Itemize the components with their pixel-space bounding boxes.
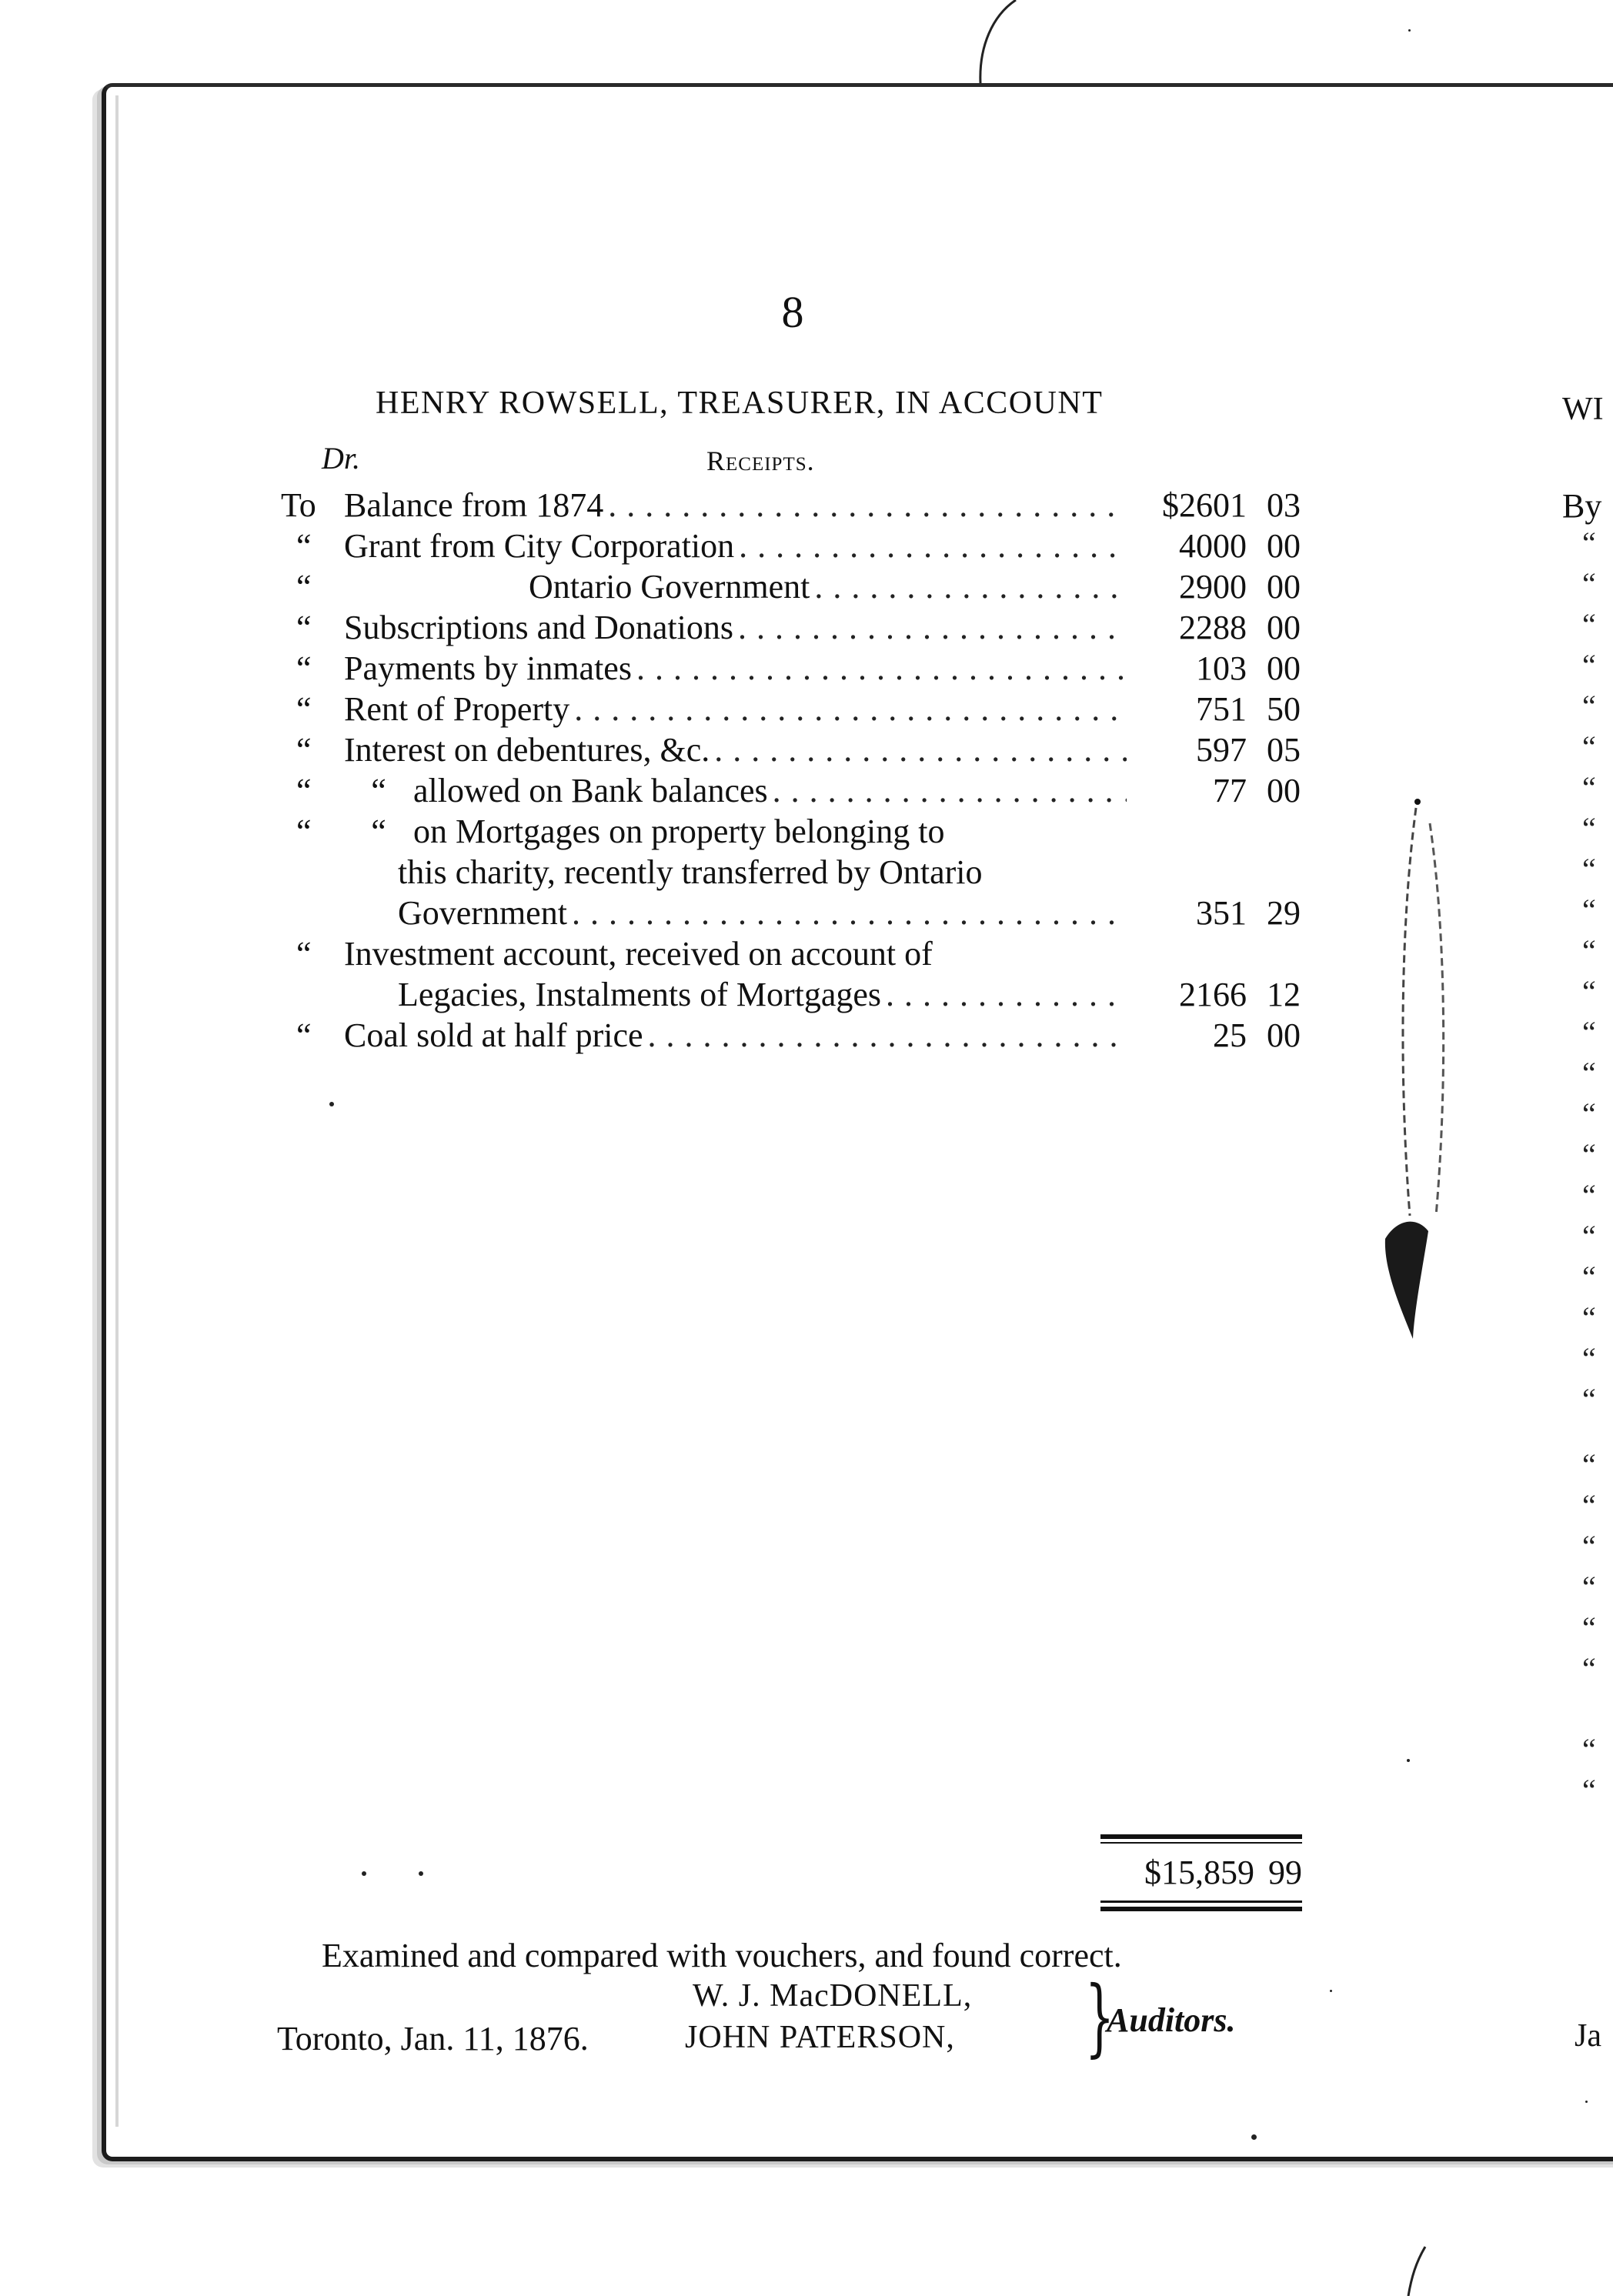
total-amount: [1100, 1853, 1302, 1892]
ditto-mark: “: [371, 813, 386, 850]
ditto-mark: “: [296, 772, 312, 809]
facing-ditto: “: [1582, 526, 1596, 560]
row-cents: 12: [1267, 976, 1301, 1013]
ditto-mark: “: [296, 649, 312, 687]
facing-ditto: “: [1582, 1773, 1596, 1807]
speck: [1408, 29, 1411, 32]
row-prefix: To: [281, 486, 316, 524]
dot-leader: [886, 974, 1127, 1015]
ditto-mark: “: [371, 772, 386, 809]
dot-leader: [648, 1015, 1127, 1056]
speck: [419, 1871, 423, 1876]
row-description: Subscriptions and Donations: [344, 609, 733, 646]
ditto-mark: “: [296, 813, 312, 850]
row-cents: 00: [1267, 772, 1301, 809]
receipts-ledger: [281, 485, 1301, 1056]
receipts-heading: Receipts.: [706, 446, 815, 476]
row-cents: 29: [1267, 894, 1301, 932]
row-dollars: 77: [1213, 772, 1247, 809]
facing-ditto: “: [1582, 1382, 1596, 1417]
ledger-row: [281, 770, 1301, 811]
row-description: Legacies, Instalments of Mortgages: [398, 976, 882, 1013]
facing-ditto: “: [1582, 1651, 1596, 1686]
page-title: HENRY ROWSELL, TREASURER, IN ACCOUNT: [376, 385, 1104, 421]
dot-leader: [738, 607, 1127, 648]
ditto-mark: “: [296, 527, 312, 565]
total-rule-top: [1100, 1834, 1302, 1839]
page-curl-bottom: [1408, 2247, 1425, 2296]
row-description: Rent of Property: [344, 690, 570, 728]
examined-statement: Examined and compared with vouchers, and found correct.: [322, 1937, 1122, 1974]
ledger-row: [281, 852, 1301, 893]
ledger-row: [281, 485, 1301, 526]
ledger-row: [281, 729, 1301, 770]
facing-ditto: “: [1582, 1096, 1596, 1131]
facing-ditto: “: [1582, 1732, 1596, 1767]
speck: [1330, 1990, 1332, 1992]
row-cents: 03: [1267, 486, 1301, 524]
row-dollars: 2288: [1179, 609, 1247, 646]
ledger-row: [281, 566, 1301, 607]
ledger-row: [281, 811, 1301, 852]
facing-page-heading: WI: [1562, 392, 1604, 427]
row-cents: 50: [1267, 690, 1301, 728]
dot-leader: [714, 729, 1127, 770]
row-dollars: 597: [1196, 731, 1247, 769]
row-dollars: 2166: [1179, 976, 1247, 1013]
row-description: Ontario Government: [529, 568, 810, 606]
facing-ditto: “: [1582, 893, 1596, 927]
brace-icon: }: [1084, 1967, 1115, 2066]
speck: [1585, 2101, 1588, 2103]
facing-ditto: “: [1582, 852, 1596, 886]
facing-ditto: “: [1582, 566, 1596, 601]
row-dollars: 351: [1196, 894, 1247, 932]
row-description: allowed on Bank balances: [413, 772, 768, 809]
facing-ditto: “: [1582, 607, 1596, 642]
ditto-mark: “: [296, 731, 312, 769]
ditto-mark: “: [296, 609, 312, 646]
facing-ditto: “: [1582, 1570, 1596, 1604]
auditors-label: Auditors.: [1107, 2001, 1236, 2039]
facing-ditto: “: [1582, 1529, 1596, 1563]
total-dollars: $15,859: [1144, 1854, 1254, 1891]
ditto-mark: “: [296, 1016, 312, 1054]
facing-ditto: “: [1582, 811, 1596, 846]
ledger-row: [281, 648, 1301, 689]
speck: [329, 1102, 334, 1106]
dot-leader: [739, 526, 1127, 566]
row-dollars: 2900: [1179, 568, 1247, 606]
facing-ditto: “: [1582, 1015, 1596, 1050]
facing-ditto: “: [1582, 1300, 1596, 1335]
row-cents: 00: [1267, 609, 1301, 646]
page-edge: [115, 95, 119, 2127]
page-curl-top: [980, 0, 1016, 83]
facing-ditto: “: [1582, 1137, 1596, 1172]
row-description: Balance from 1874: [344, 486, 604, 524]
row-dollars: 751: [1196, 690, 1247, 728]
speck: [1251, 2134, 1257, 2140]
auditor-name: JOHN PATERSON,: [685, 2020, 955, 2055]
row-dollars: 103: [1196, 649, 1247, 687]
facing-ditto: “: [1582, 1488, 1596, 1523]
row-description: Government: [398, 894, 567, 932]
auditor-name: W. J. MacDONELL,: [693, 1978, 973, 2014]
ditto-mark: “: [296, 690, 312, 728]
facing-ditto: “: [1582, 689, 1596, 723]
ledger-row: [281, 933, 1301, 974]
row-description: Interest on debentures, &c.: [344, 731, 710, 769]
facing-ditto: “: [1582, 1341, 1596, 1376]
facing-ditto: “: [1582, 1610, 1596, 1645]
row-dollars: 4000: [1179, 527, 1247, 565]
dot-leader: [636, 648, 1127, 689]
facing-ditto: “: [1582, 974, 1596, 1009]
row-dollars: 25: [1213, 1016, 1247, 1054]
row-cents: 00: [1267, 527, 1301, 565]
speck: [362, 1871, 366, 1876]
facing-ditto: “: [1582, 933, 1596, 968]
facing-ditto: “: [1582, 729, 1596, 764]
ditto-mark: “: [296, 568, 312, 606]
facing-ditto: “: [1582, 1260, 1596, 1294]
ledger-row: [281, 689, 1301, 729]
facing-page-date-fragment: Ja: [1575, 2018, 1601, 2054]
dot-leader: [608, 485, 1127, 526]
ledger-row: [281, 1015, 1301, 1056]
row-dollars: $2601: [1162, 486, 1247, 524]
row-description: this charity, recently transferred by Ontario: [398, 853, 983, 891]
row-description: Grant from City Corporation: [344, 527, 735, 565]
total-cents: 99: [1268, 1854, 1302, 1891]
row-description: on Mortgages on property belonging to: [413, 813, 945, 850]
facing-ditto: “: [1582, 648, 1596, 682]
ledger-row: [281, 526, 1301, 566]
page-number: 8: [781, 287, 804, 337]
dot-leader: [773, 770, 1127, 811]
ledger-row: [281, 893, 1301, 933]
dot-leader: [814, 566, 1127, 607]
row-description: Payments by inmates: [344, 649, 632, 687]
ledger-row: [281, 974, 1301, 1015]
row-description: Coal sold at half price: [344, 1016, 643, 1054]
facing-page-by: By: [1562, 487, 1602, 525]
total-rule-top-thin: [1100, 1842, 1302, 1844]
facing-ditto: “: [1582, 1056, 1596, 1090]
row-cents: 00: [1267, 568, 1301, 606]
ledger-row: [281, 607, 1301, 648]
total-rule-bottom: [1100, 1901, 1302, 1903]
total-rule-bottom-thick: [1100, 1907, 1302, 1911]
speck: [1407, 1759, 1410, 1762]
row-cents: 00: [1267, 1016, 1301, 1054]
debit-label: Dr.: [322, 441, 361, 476]
facing-ditto: “: [1582, 770, 1596, 805]
place-date: Toronto, Jan. 11, 1876.: [277, 2020, 589, 2057]
row-description: Investment account, received on account of: [344, 935, 933, 973]
facing-ditto: “: [1582, 1178, 1596, 1213]
dot-leader: [572, 893, 1127, 933]
dot-leader: [574, 689, 1127, 729]
row-cents: 00: [1267, 649, 1301, 687]
facing-ditto: “: [1582, 1447, 1596, 1482]
row-cents: 05: [1267, 731, 1301, 769]
facing-ditto: “: [1582, 1219, 1596, 1253]
ditto-mark: “: [296, 935, 312, 973]
